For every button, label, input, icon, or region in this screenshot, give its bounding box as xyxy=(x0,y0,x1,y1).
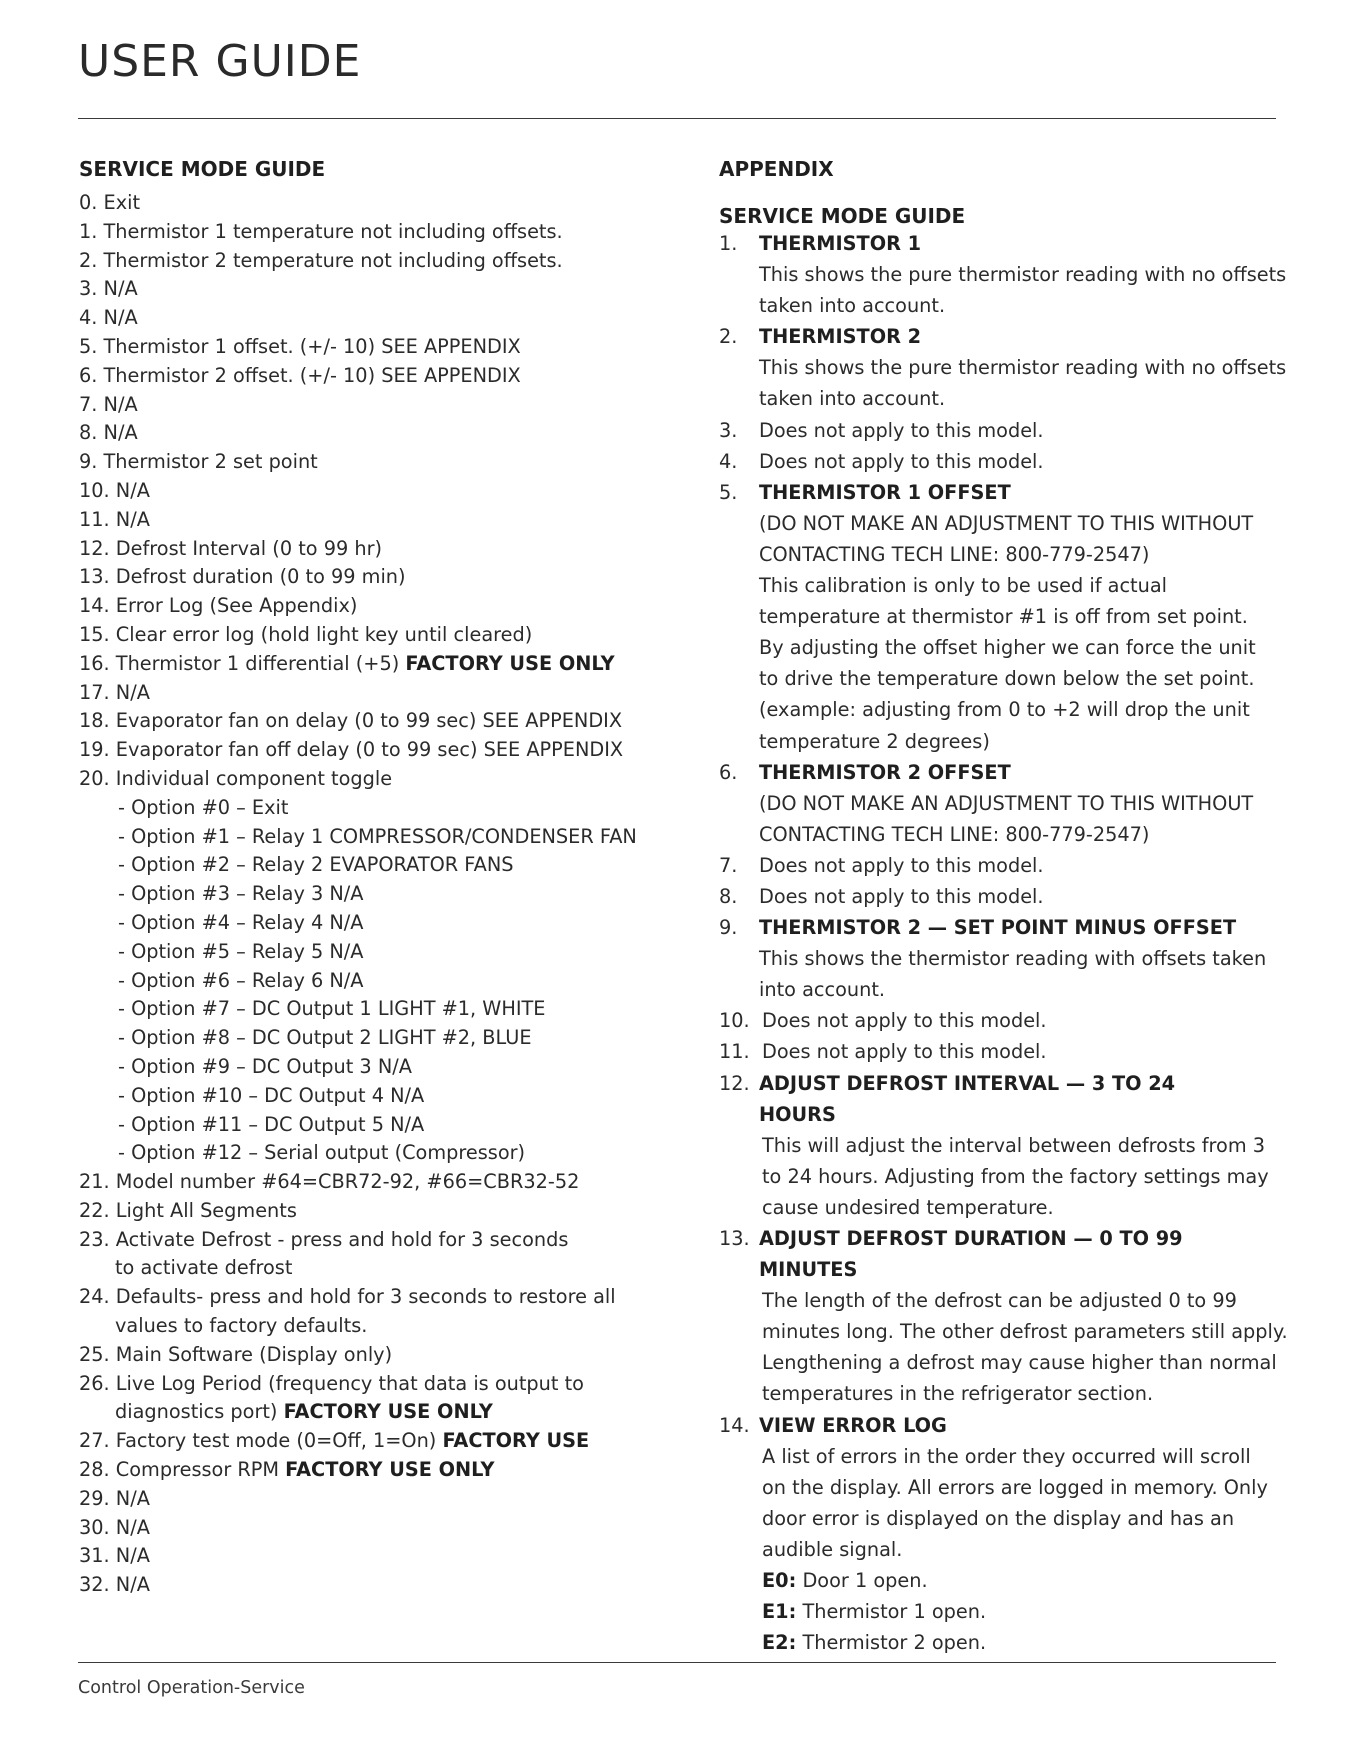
item-number: 9. xyxy=(719,916,738,940)
item-text: 0. Exit xyxy=(79,191,141,214)
item-description: This shows the pure thermistor reading with no offsets xyxy=(759,263,1287,287)
item-description: to 24 hours. Adjusting from the factory settings may xyxy=(762,1164,1269,1188)
item-description: door error is displayed on the display and has an xyxy=(762,1506,1235,1530)
item-text: - Option #2 – Relay 2 EVAPORATOR FANS xyxy=(118,853,514,877)
item-text: 4. N/A xyxy=(79,306,138,330)
item-description: taken into account. xyxy=(759,387,946,411)
appendix-heading: APPENDIX xyxy=(719,157,834,181)
item-text: 31. N/A xyxy=(79,1544,150,1568)
item-text: 12. Defrost Interval (0 to 99 hr) xyxy=(79,536,383,560)
item-description: temperatures in the refrigerator section. xyxy=(762,1382,1154,1406)
appendix-item xyxy=(719,1223,1289,1410)
factory-use-label: FACTORY USE ONLY xyxy=(283,1400,493,1424)
service-mode-list xyxy=(79,189,699,1600)
item-body xyxy=(759,1223,1289,1410)
item-text: 14. Error Log (See Appendix) xyxy=(79,594,358,618)
item-body xyxy=(759,912,1289,1005)
item-description: on the display. All errors are logged in memory. Only xyxy=(762,1475,1268,1499)
appendix-item xyxy=(719,1005,1289,1036)
item-body xyxy=(759,757,1289,850)
appendix-item xyxy=(719,1068,1289,1223)
item-body xyxy=(759,415,1289,446)
list-item xyxy=(79,1226,699,1284)
item-body xyxy=(759,850,1289,881)
service-mode-guide-heading: SERVICE MODE GUIDE xyxy=(79,157,326,181)
item-title: THERMISTOR 1 xyxy=(759,232,922,255)
option-item xyxy=(79,938,699,967)
list-item xyxy=(79,650,699,679)
error-code-line xyxy=(762,1627,1289,1658)
item-text: - Option #9 – DC Output 3 N/A xyxy=(118,1054,412,1078)
item-text: 1. Thermistor 1 temperature not including offsets. xyxy=(79,219,563,243)
option-item xyxy=(79,851,699,880)
item-text: 32. N/A xyxy=(79,1573,150,1597)
item-text: 30. N/A xyxy=(79,1515,150,1539)
item-description: Does not apply to this model. xyxy=(759,449,1044,473)
option-item xyxy=(79,880,699,909)
item-text: 23. Activate Defrost - press and hold for 3 seconds xyxy=(79,1227,569,1251)
error-code: E2: xyxy=(762,1631,797,1655)
item-text: 25. Main Software (Display only) xyxy=(79,1342,393,1366)
list-item xyxy=(79,707,699,736)
item-body xyxy=(762,1036,1289,1067)
list-item xyxy=(79,1283,699,1341)
item-description: taken into account. xyxy=(759,294,946,318)
option-item xyxy=(79,1082,699,1111)
list-item xyxy=(79,679,699,708)
item-description: cause undesired temperature. xyxy=(762,1195,1054,1219)
item-text: - Option #6 – Relay 6 N/A xyxy=(118,968,364,992)
item-description: minutes long. The other defrost parameters still apply. xyxy=(762,1320,1288,1344)
item-continuation: diagnostics port) xyxy=(115,1400,284,1424)
appendix-item xyxy=(719,477,1289,757)
item-text: 16. Thermistor 1 differential (+5) xyxy=(79,651,406,675)
appendix-list xyxy=(719,228,1289,1658)
item-number: 13. xyxy=(719,1227,750,1250)
item-number: 5. xyxy=(719,480,738,504)
item-body xyxy=(759,881,1289,912)
option-item xyxy=(79,1024,699,1053)
item-text: 28. Compressor RPM xyxy=(79,1458,286,1482)
item-text: 11. N/A xyxy=(79,507,150,531)
list-item xyxy=(79,1485,699,1514)
list-item xyxy=(79,1341,699,1370)
option-item xyxy=(79,1139,699,1168)
item-description: (DO NOT MAKE AN ADJUSTMENT TO THIS WITHOUT xyxy=(759,791,1254,815)
item-description: Does not apply to this model. xyxy=(762,1009,1047,1033)
list-item xyxy=(79,1514,699,1543)
item-text: - Option #7 – DC Output 1 LIGHT #1, WHITE xyxy=(118,997,546,1021)
item-number: 2. xyxy=(719,325,738,349)
item-description: Lengthening a defrost may cause higher than normal xyxy=(762,1351,1277,1375)
option-item xyxy=(79,794,699,823)
item-text: 17. N/A xyxy=(79,680,150,704)
item-number: 1. xyxy=(719,232,738,255)
list-item xyxy=(79,765,699,794)
item-text: 27. Factory test mode (0=Off, 1=On) xyxy=(79,1429,443,1453)
item-body xyxy=(759,228,1289,321)
footer-text: Control Operation-Service xyxy=(78,1678,305,1698)
list-item xyxy=(79,1370,699,1428)
item-text: 5. Thermistor 1 offset. (+/- 10) SEE APPENDIX xyxy=(79,334,521,358)
item-description: to drive the temperature down below the set point. xyxy=(759,667,1255,691)
list-item xyxy=(79,304,699,333)
error-code-line xyxy=(762,1596,1289,1627)
item-text: - Option #0 – Exit xyxy=(118,795,289,819)
list-item xyxy=(79,218,699,247)
item-number: 7. xyxy=(719,853,738,877)
list-item xyxy=(79,448,699,477)
item-text: 18. Evaporator fan on delay (0 to 99 sec) SEE APPENDIX xyxy=(79,709,623,733)
item-number: 6. xyxy=(719,760,738,784)
item-number: 3. xyxy=(719,418,738,442)
item-text: - Option #4 – Relay 4 N/A xyxy=(118,910,364,934)
footer-divider xyxy=(78,1662,1276,1663)
error-description: Thermistor 2 open. xyxy=(796,1631,987,1655)
item-text: 24. Defaults- press and hold for 3 seconds to restore all xyxy=(79,1285,616,1309)
list-item xyxy=(79,189,699,218)
item-description: Does not apply to this model. xyxy=(762,1040,1047,1064)
item-number: 4. xyxy=(719,449,738,473)
item-text: 21. Model number #64=CBR72-92, #66=CBR32-52 xyxy=(79,1170,580,1194)
item-title: THERMISTOR 2 xyxy=(759,325,922,349)
list-item xyxy=(79,1197,699,1226)
item-description: (DO NOT MAKE AN ADJUSTMENT TO THIS WITHOUT xyxy=(759,511,1254,535)
appendix-item xyxy=(719,1410,1289,1659)
list-item xyxy=(79,275,699,304)
list-item xyxy=(79,592,699,621)
list-item xyxy=(79,506,699,535)
appendix-item xyxy=(719,757,1289,850)
item-description: into account. xyxy=(759,978,886,1002)
item-description: Does not apply to this model. xyxy=(759,418,1044,442)
item-title: THERMISTOR 2 — SET POINT MINUS OFFSET xyxy=(759,916,1237,940)
option-item xyxy=(79,967,699,996)
item-description: This calibration is only to be used if actual xyxy=(759,574,1168,598)
item-text: - Option #11 – DC Output 5 N/A xyxy=(118,1112,425,1136)
item-description: Does not apply to this model. xyxy=(759,884,1044,908)
error-description: Thermistor 1 open. xyxy=(796,1600,987,1624)
appendix-item xyxy=(719,446,1289,477)
factory-use-label: FACTORY USE ONLY xyxy=(285,1458,495,1482)
item-title: ADJUST DEFROST INTERVAL — 3 TO 24 xyxy=(759,1071,1176,1095)
item-description: A list of errors in the order they occurred will scroll xyxy=(762,1444,1251,1468)
option-item xyxy=(79,1053,699,1082)
appendix-item xyxy=(719,912,1289,1005)
item-text: 3. N/A xyxy=(79,277,138,301)
list-item xyxy=(79,333,699,362)
left-column xyxy=(79,155,699,1600)
appendix-item xyxy=(719,1036,1289,1067)
factory-use-label: FACTORY USE xyxy=(442,1429,590,1453)
appendix-item xyxy=(719,228,1289,321)
page-title: USER GUIDE xyxy=(78,36,362,87)
list-item xyxy=(79,477,699,506)
item-text: 19. Evaporator fan off delay (0 to 99 sec) SEE APPENDIX xyxy=(79,738,624,762)
item-description: Does not apply to this model. xyxy=(759,853,1044,877)
item-text: 6. Thermistor 2 offset. (+/- 10) SEE APPENDIX xyxy=(79,363,521,387)
item-description: temperature at thermistor #1 is off from set point. xyxy=(759,605,1248,629)
item-text: 9. Thermistor 2 set point xyxy=(79,450,318,474)
appendix-item xyxy=(719,321,1289,414)
item-text: 13. Defrost duration (0 to 99 min) xyxy=(79,565,406,589)
item-description: This shows the pure thermistor reading with no offsets xyxy=(759,356,1287,380)
error-code-line xyxy=(762,1565,1289,1596)
list-item xyxy=(79,535,699,564)
item-description: temperature 2 degrees) xyxy=(759,729,990,753)
list-item xyxy=(79,362,699,391)
list-item xyxy=(79,1427,699,1456)
item-title-continued: HOURS xyxy=(759,1102,836,1126)
list-item xyxy=(79,563,699,592)
item-text: - Option #3 – Relay 3 N/A xyxy=(118,882,364,906)
item-number: 8. xyxy=(719,884,738,908)
option-item xyxy=(79,995,699,1024)
factory-use-label: FACTORY USE ONLY xyxy=(405,651,615,675)
item-description: audible signal. xyxy=(762,1537,903,1561)
item-text: 15. Clear error log (hold light key until cleared) xyxy=(79,622,533,646)
item-text: 7. N/A xyxy=(79,392,138,416)
item-text: 26. Live Log Period (frequency that data is output to xyxy=(79,1371,584,1395)
list-item xyxy=(79,1571,699,1600)
item-description: This will adjust the interval between defrosts from 3 xyxy=(762,1133,1266,1157)
error-description: Door 1 open. xyxy=(796,1569,928,1593)
item-continuation: values to factory defaults. xyxy=(115,1314,368,1338)
right-column xyxy=(719,155,1289,1658)
item-number: 11. xyxy=(719,1040,750,1064)
item-title: VIEW ERROR LOG xyxy=(759,1413,947,1437)
list-item xyxy=(79,1168,699,1197)
item-description: By adjusting the offset higher we can force the unit xyxy=(759,636,1256,660)
list-item xyxy=(79,1542,699,1571)
item-description: (example: adjusting from 0 to +2 will drop the unit xyxy=(759,698,1250,722)
appendix-item xyxy=(719,415,1289,446)
item-title: ADJUST DEFROST DURATION — 0 TO 99 xyxy=(759,1227,1183,1250)
option-item xyxy=(79,1111,699,1140)
list-item xyxy=(79,247,699,276)
item-description: This shows the thermistor reading with offsets taken xyxy=(759,947,1267,971)
item-body xyxy=(759,477,1289,757)
item-number: 14. xyxy=(719,1413,750,1437)
item-text: - Option #5 – Relay 5 N/A xyxy=(118,939,364,963)
item-text: 8. N/A xyxy=(79,421,138,445)
item-description: The length of the defrost can be adjusted 0 to 99 xyxy=(762,1289,1237,1313)
option-item xyxy=(79,823,699,852)
item-body xyxy=(759,1410,1289,1659)
item-number: 12. xyxy=(719,1071,750,1095)
appendix-item xyxy=(719,850,1289,881)
item-description: CONTACTING TECH LINE: 800-779-2547) xyxy=(759,822,1150,846)
item-body xyxy=(759,446,1289,477)
appendix-service-mode-guide-heading: SERVICE MODE GUIDE xyxy=(719,204,966,228)
item-text: - Option #12 – Serial output (Compressor) xyxy=(118,1141,526,1165)
error-code: E1: xyxy=(762,1600,797,1624)
error-code: E0: xyxy=(762,1569,797,1593)
item-text: - Option #10 – DC Output 4 N/A xyxy=(118,1083,425,1107)
item-text: 10. N/A xyxy=(79,478,150,502)
item-title-continued: MINUTES xyxy=(759,1258,858,1282)
item-text: - Option #8 – DC Output 2 LIGHT #2, BLUE xyxy=(118,1026,532,1050)
item-text: 22. Light All Segments xyxy=(79,1198,297,1222)
item-title: THERMISTOR 2 OFFSET xyxy=(759,760,1011,784)
list-item xyxy=(79,1456,699,1485)
item-body xyxy=(759,321,1289,414)
item-description: CONTACTING TECH LINE: 800-779-2547) xyxy=(759,542,1150,566)
item-body xyxy=(759,1068,1289,1223)
list-item xyxy=(79,621,699,650)
item-title: THERMISTOR 1 OFFSET xyxy=(759,480,1011,504)
item-text: 2. Thermistor 2 temperature not including offsets. xyxy=(79,248,563,272)
list-item xyxy=(79,736,699,765)
item-text: 29. N/A xyxy=(79,1486,150,1510)
item-continuation: to activate defrost xyxy=(115,1256,293,1280)
header-divider xyxy=(78,118,1276,119)
list-item xyxy=(79,419,699,448)
item-body xyxy=(762,1005,1289,1036)
list-item xyxy=(79,391,699,420)
option-item xyxy=(79,909,699,938)
appendix-item xyxy=(719,881,1289,912)
item-number: 10. xyxy=(719,1009,750,1033)
item-text: 20. Individual component toggle xyxy=(79,766,393,790)
item-text: - Option #1 – Relay 1 COMPRESSOR/CONDENSER FAN xyxy=(118,824,637,848)
